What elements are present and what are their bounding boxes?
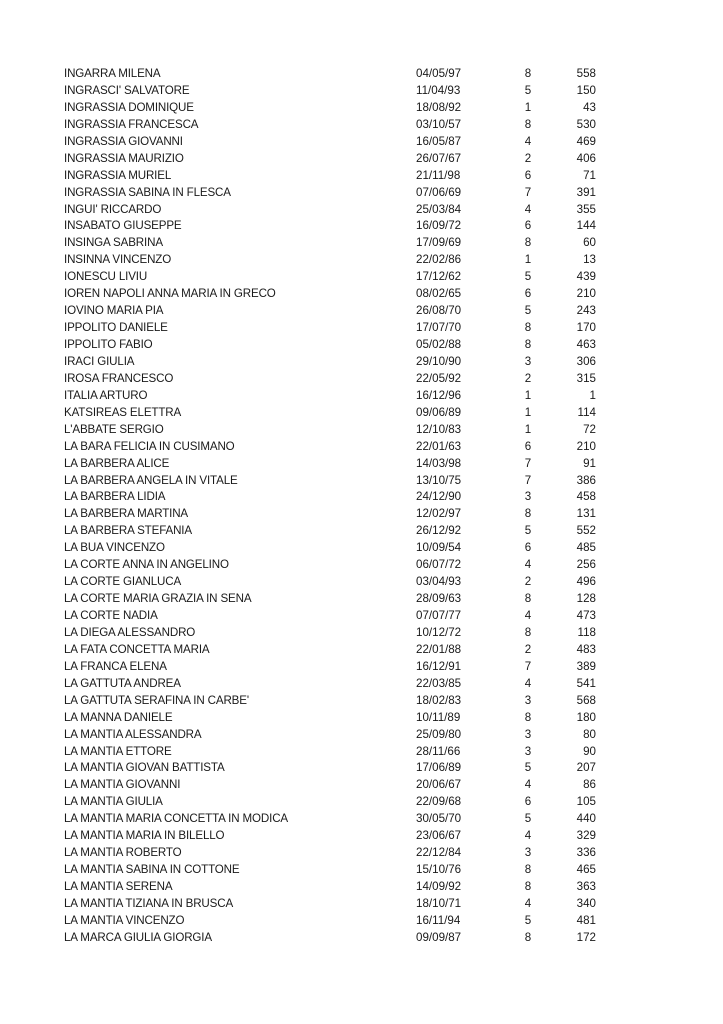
list-row [0, 879, 723, 896]
person-name: L'ABBATE SERGIO [64, 422, 164, 436]
value-number: 315 [576, 371, 596, 385]
code-number: 8 [524, 863, 532, 877]
person-name: INGRASSIA SABINA IN FLESCA [64, 185, 231, 199]
code-number: 8 [524, 321, 532, 335]
code-number: 5 [524, 812, 532, 826]
value-number: 483 [576, 642, 596, 656]
list-row [0, 235, 723, 252]
birth-date: 22/01/63 [416, 439, 462, 453]
person-name: INGARRA MILENA [64, 67, 161, 80]
birth-date: 24/12/90 [416, 490, 462, 504]
birth-date: 03/04/93 [416, 575, 462, 589]
person-name: LA MANTIA GIULIA [64, 795, 163, 809]
list-row [0, 523, 723, 540]
list-row [0, 930, 723, 947]
birth-date: 26/12/92 [416, 524, 462, 538]
code-number: 6 [524, 541, 532, 555]
code-number: 4 [524, 134, 532, 148]
value-number: 131 [576, 507, 596, 521]
list-row [0, 557, 723, 574]
code-number: 4 [524, 676, 532, 690]
value-number: 243 [576, 304, 596, 318]
birth-date: 10/11/89 [416, 710, 461, 724]
list-row [0, 676, 723, 693]
list-row [0, 727, 723, 744]
list-row [0, 117, 723, 134]
value-number: 306 [576, 354, 596, 368]
birth-date: 22/02/86 [416, 253, 462, 267]
person-name: LA MANTIA VINCENZO [64, 913, 185, 927]
code-number: 3 [524, 490, 532, 504]
value-number: 389 [576, 659, 596, 673]
birth-date: 16/09/72 [416, 219, 462, 233]
value-number: 210 [576, 439, 596, 453]
code-number: 7 [524, 473, 532, 487]
person-name: LA DIEGA ALESSANDRO [64, 625, 196, 639]
person-name: LA CORTE GIANLUCA [64, 575, 182, 589]
list-row [0, 540, 723, 557]
value-number: 144 [576, 219, 596, 233]
birth-date: 18/10/71 [416, 896, 462, 910]
birth-date: 25/09/80 [416, 727, 462, 741]
person-name: LA BARBERA ALICE [64, 456, 170, 470]
code-number: 3 [524, 693, 532, 707]
value-number: 150 [576, 83, 596, 97]
code-number: 5 [524, 524, 532, 538]
code-number: 8 [524, 67, 532, 80]
person-name: LA MANTIA SABINA IN COTTONE [64, 863, 240, 877]
birth-date: 08/02/65 [416, 287, 462, 301]
person-name: LA MANTIA TIZIANA IN BRUSCA [64, 896, 234, 910]
birth-date: 10/12/72 [416, 625, 462, 639]
code-number: 8 [524, 236, 532, 250]
list-row [0, 506, 723, 523]
code-number: 3 [524, 744, 532, 758]
birth-date: 12/02/97 [416, 507, 462, 521]
value-number: 43 [583, 100, 596, 114]
birth-date: 22/05/92 [416, 371, 462, 385]
birth-date: 12/10/83 [416, 422, 462, 436]
person-name: INSABATO GIUSEPPE [64, 219, 182, 233]
value-number: 558 [576, 67, 596, 80]
value-number: 207 [576, 761, 596, 775]
code-number: 1 [524, 100, 532, 114]
birth-date: 03/10/57 [416, 117, 462, 131]
code-number: 2 [524, 151, 532, 165]
birth-date: 10/09/54 [416, 541, 462, 555]
value-number: 340 [576, 896, 596, 910]
code-number: 4 [524, 609, 532, 622]
birth-date: 22/09/68 [416, 795, 462, 809]
person-name: LA MANTIA ALESSANDRA [64, 727, 202, 741]
code-number: 2 [524, 642, 532, 656]
birth-date: 17/09/69 [416, 236, 462, 250]
birth-date: 22/01/88 [416, 642, 462, 656]
value-number: 128 [576, 592, 596, 606]
birth-date: 16/12/91 [416, 659, 462, 673]
value-number: 91 [583, 456, 596, 470]
birth-date: 16/11/94 [416, 913, 461, 927]
list-row [0, 659, 723, 676]
list-row [0, 252, 723, 269]
person-name: IOVINO MARIA PIA [64, 304, 164, 318]
code-number: 5 [524, 761, 532, 775]
code-number: 3 [524, 846, 532, 860]
person-name: LA GATTUTA SERAFINA IN CARBE' [64, 693, 249, 707]
person-name: LA BUA VINCENZO [64, 541, 165, 555]
list-row [0, 828, 723, 845]
code-number: 8 [524, 338, 532, 351]
birth-date: 21/11/98 [416, 168, 461, 182]
person-name: LA CORTE NADIA [64, 609, 158, 622]
value-number: 465 [576, 863, 596, 877]
code-number: 8 [524, 592, 532, 606]
person-name: INGRASSIA DOMINIQUE [64, 100, 194, 114]
person-name: IPPOLITO DANIELE [64, 321, 168, 335]
value-number: 80 [583, 727, 596, 741]
code-number: 6 [524, 219, 532, 233]
birth-date: 30/05/70 [416, 812, 462, 826]
list-row [0, 913, 723, 930]
person-name: IONESCU LIVIU [64, 270, 148, 284]
code-number: 7 [524, 185, 532, 199]
person-name: INSINGA SABRINA [64, 236, 163, 250]
list-row [0, 134, 723, 151]
list-row [0, 473, 723, 490]
person-name: LA MANTIA GIOVANNI [64, 778, 181, 792]
birth-date: 09/06/89 [416, 405, 462, 419]
person-name: LA CORTE ANNA IN ANGELINO [64, 558, 229, 572]
person-name: IOREN NAPOLI ANNA MARIA IN GRECO [64, 287, 276, 301]
list-row [0, 574, 723, 591]
value-number: 463 [576, 338, 596, 351]
person-name: LA BARBERA ANGELA IN VITALE [64, 473, 238, 487]
list-row [0, 794, 723, 811]
value-number: 363 [576, 880, 596, 893]
value-number: 60 [583, 236, 596, 250]
list-row [0, 760, 723, 777]
person-name: INGRASCI' SALVATORE [64, 83, 190, 97]
value-number: 458 [576, 490, 596, 504]
person-name: LA BARBERA STEFANIA [64, 524, 192, 538]
code-number: 2 [524, 575, 532, 589]
list-row [0, 100, 723, 117]
value-number: 481 [576, 913, 596, 927]
code-number: 8 [524, 880, 532, 893]
value-number: 256 [576, 558, 596, 572]
value-number: 210 [576, 287, 596, 301]
birth-date: 22/12/84 [416, 846, 462, 860]
value-number: 172 [576, 930, 596, 944]
person-name: INGUI' RICCARDO [64, 202, 162, 216]
birth-date: 26/07/67 [416, 151, 462, 165]
code-number: 1 [524, 253, 532, 267]
list-row [0, 710, 723, 727]
code-number: 8 [524, 930, 532, 944]
value-number: 355 [576, 202, 596, 216]
birth-date: 17/06/89 [416, 761, 462, 775]
person-name: LA MANTIA GIOVAN BATTISTA [64, 761, 225, 775]
person-name: INSINNA VINCENZO [64, 253, 172, 267]
list-row [0, 337, 723, 354]
person-name: LA FATA CONCETTA MARIA [64, 642, 210, 656]
code-number: 5 [524, 913, 532, 927]
person-name: IPPOLITO FABIO [64, 338, 153, 351]
code-number: 1 [524, 405, 532, 419]
birth-date: 29/10/90 [416, 354, 462, 368]
person-name: LA MANTIA SERENA [64, 880, 173, 893]
code-number: 6 [524, 439, 532, 453]
person-name: INGRASSIA FRANCESCA [64, 117, 199, 131]
code-number: 2 [524, 371, 532, 385]
value-number: 90 [583, 744, 596, 758]
person-name: LA MANTIA ETTORE [64, 744, 172, 758]
code-number: 5 [524, 270, 532, 284]
value-number: 496 [576, 575, 596, 589]
list-row [0, 388, 723, 405]
value-number: 541 [576, 676, 596, 690]
list-row [0, 489, 723, 506]
value-number: 386 [576, 473, 596, 487]
person-name: INGRASSIA MAURIZIO [64, 151, 184, 165]
list-row [0, 66, 723, 83]
person-name: LA MANNA DANIELE [64, 710, 173, 724]
code-number: 7 [524, 456, 532, 470]
value-number: 86 [583, 778, 596, 792]
value-number: 439 [576, 270, 596, 284]
birth-date: 18/08/92 [416, 100, 462, 114]
birth-date: 07/07/77 [416, 609, 462, 622]
person-name: INGRASSIA GIOVANNI [64, 134, 183, 148]
list-row [0, 456, 723, 473]
birth-date: 05/02/88 [416, 338, 462, 351]
value-number: 469 [576, 134, 596, 148]
value-number: 1 [589, 388, 596, 402]
birth-date: 06/07/72 [416, 558, 462, 572]
person-name: LA CORTE MARIA GRAZIA IN SENA [64, 592, 252, 606]
person-name: LA MARCA GIULIA GIORGIA [64, 930, 212, 944]
list-row [0, 185, 723, 202]
list-row [0, 354, 723, 371]
code-number: 3 [524, 354, 532, 368]
person-name: ITALIA ARTURO [64, 388, 148, 402]
document-list [0, 66, 723, 947]
code-number: 6 [524, 168, 532, 182]
person-name: LA GATTUTA ANDREA [64, 676, 181, 690]
person-name: INGRASSIA MURIEL [64, 168, 172, 182]
birth-date: 17/07/70 [416, 321, 462, 335]
code-number: 1 [524, 422, 532, 436]
list-row [0, 608, 723, 625]
value-number: 329 [576, 829, 596, 843]
value-number: 105 [576, 795, 596, 809]
person-name: LA BARBERA LIDIA [64, 490, 166, 504]
value-number: 440 [576, 812, 596, 826]
value-number: 118 [577, 625, 596, 639]
list-row [0, 625, 723, 642]
birth-date: 11/04/93 [416, 83, 461, 97]
value-number: 530 [576, 117, 596, 131]
list-row [0, 777, 723, 794]
birth-date: 20/06/67 [416, 778, 462, 792]
code-number: 3 [524, 727, 532, 741]
list-row [0, 405, 723, 422]
birth-date: 14/09/92 [416, 880, 462, 893]
birth-date: 22/03/85 [416, 676, 462, 690]
value-number: 473 [576, 609, 596, 622]
code-number: 5 [524, 83, 532, 97]
list-row [0, 862, 723, 879]
code-number: 4 [524, 558, 532, 572]
person-name: LA MANTIA MARIA IN BILELLO [64, 829, 225, 843]
code-number: 8 [524, 625, 532, 639]
list-row [0, 896, 723, 913]
person-name: LA FRANCA ELENA [64, 659, 167, 673]
list-row [0, 422, 723, 439]
list-row [0, 320, 723, 337]
code-number: 4 [524, 896, 532, 910]
list-row [0, 218, 723, 235]
value-number: 406 [576, 151, 596, 165]
value-number: 552 [576, 524, 596, 538]
list-row [0, 151, 723, 168]
list-row [0, 811, 723, 828]
list-row [0, 744, 723, 761]
list-row [0, 202, 723, 219]
value-number: 72 [583, 422, 596, 436]
list-row [0, 168, 723, 185]
birth-date: 28/11/66 [416, 744, 461, 758]
code-number: 4 [524, 778, 532, 792]
code-number: 8 [524, 507, 532, 521]
birth-date: 18/02/83 [416, 693, 462, 707]
code-number: 1 [524, 388, 532, 402]
list-row [0, 642, 723, 659]
birth-date: 15/10/76 [416, 863, 462, 877]
value-number: 170 [576, 321, 596, 335]
list-row [0, 439, 723, 456]
code-number: 6 [524, 287, 532, 301]
code-number: 7 [524, 659, 532, 673]
value-number: 114 [577, 405, 596, 419]
birth-date: 09/09/87 [416, 930, 462, 944]
person-name: LA BARA FELICIA IN CUSIMANO [64, 439, 235, 453]
birth-date: 13/10/75 [416, 473, 462, 487]
code-number: 8 [524, 117, 532, 131]
birth-date: 16/12/96 [416, 388, 462, 402]
birth-date: 23/06/67 [416, 829, 462, 843]
code-number: 8 [524, 710, 532, 724]
birth-date: 14/03/98 [416, 456, 462, 470]
code-number: 4 [524, 829, 532, 843]
list-row [0, 286, 723, 303]
value-number: 180 [576, 710, 596, 724]
birth-date: 16/05/87 [416, 134, 462, 148]
person-name: KATSIREAS ELETTRA [64, 405, 182, 419]
list-row [0, 693, 723, 710]
birth-date: 25/03/84 [416, 202, 462, 216]
list-row [0, 303, 723, 320]
birth-date: 26/08/70 [416, 304, 462, 318]
birth-date: 07/06/69 [416, 185, 462, 199]
person-name: IRACI GIULIA [64, 354, 135, 368]
value-number: 13 [583, 253, 596, 267]
list-row [0, 269, 723, 286]
value-number: 485 [576, 541, 596, 555]
list-row [0, 591, 723, 608]
code-number: 6 [524, 795, 532, 809]
person-name: LA MANTIA MARIA CONCETTA IN MODICA [64, 812, 289, 826]
value-number: 568 [576, 693, 596, 707]
code-number: 5 [524, 304, 532, 318]
person-name: LA BARBERA MARTINA [64, 507, 189, 521]
list-row [0, 83, 723, 100]
value-number: 336 [576, 846, 596, 860]
birth-date: 04/05/97 [416, 67, 462, 80]
value-number: 71 [583, 168, 596, 182]
value-number: 391 [576, 185, 596, 199]
person-name: LA MANTIA ROBERTO [64, 846, 182, 860]
birth-date: 17/12/62 [416, 270, 462, 284]
birth-date: 28/09/63 [416, 592, 462, 606]
list-row [0, 371, 723, 388]
code-number: 4 [524, 202, 532, 216]
list-row [0, 845, 723, 862]
person-name: IROSA FRANCESCO [64, 371, 174, 385]
